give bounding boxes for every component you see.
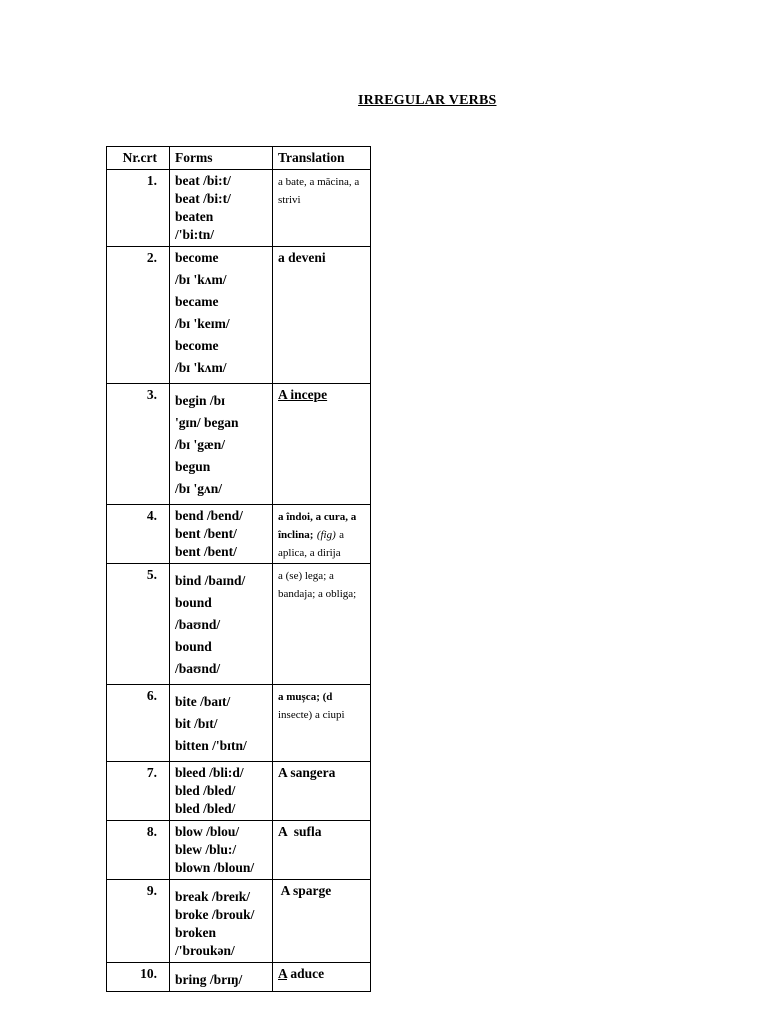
verb-form: /bɪ 'keɪm/ [175,316,230,331]
translation-text: a mușca; (d [278,691,333,703]
row-number: 9. [107,880,170,963]
verb-form: /baʊnd/ [175,661,221,676]
row-number: 7. [107,762,170,821]
verb-forms [170,505,273,564]
verb-form: blown /bloun/ [175,860,255,875]
header-nr: Nr.crt [107,147,170,170]
table-row [107,762,371,821]
row-number: 6. [107,685,170,762]
verb-form: bleed /bli:d/ [175,765,244,780]
verb-forms [170,564,273,685]
verb-form: beat /bi:t/ [175,173,231,188]
verb-form: bled /bled/ [175,801,236,816]
verb-form: /baʊnd/ [175,617,221,632]
verb-form: bit /bɪt/ [175,716,218,731]
row-number: 8. [107,821,170,880]
verb-form: break /breɪk/ [175,889,251,904]
verb-form: bound [175,639,212,654]
verb-forms [170,821,273,880]
translation-cell [273,685,371,762]
verb-form: bite /baɪt/ [175,694,231,709]
verb-form: bring /brɪŋ/ [175,972,243,987]
verb-form: /bɪ 'gʌn/ [175,481,223,496]
translation-cell [273,170,371,247]
translation-text: a bate, a măcina, a strivi [278,176,360,206]
translation-cell [273,963,371,992]
verb-form: /'broukən/ [175,943,235,958]
verb-form: broken [175,925,217,940]
verb-form: become [175,250,219,265]
translation-cell: A sufla [273,821,371,880]
verb-form: bind /baɪnd/ [175,573,246,588]
verb-forms [170,384,273,505]
table-row [107,963,371,992]
translation-cell [273,564,371,685]
translation-note: (fig) [316,529,336,541]
table-header-row [107,147,371,170]
verb-form: bitten /'bɪtn/ [175,738,247,753]
verb-forms [170,762,273,821]
translation-text: A [278,966,288,981]
verb-form: bled /bled/ [175,783,236,798]
row-number: 10. [107,963,170,992]
verb-form: became [175,294,219,309]
header-forms: Forms [170,147,273,170]
translation-cell [273,505,371,564]
table-row [107,505,371,564]
verb-form: broke /brouk/ [175,907,255,922]
verb-form: /'bi:tn/ [175,227,215,242]
verb-form: beaten [175,209,214,224]
verb-forms [170,247,273,384]
verb-form: bound [175,595,212,610]
row-number: 5. [107,564,170,685]
verb-forms [170,880,273,963]
translation-cell: a deveni [273,247,371,384]
verb-form: blew /blu:/ [175,842,237,857]
verb-form: 'gɪn/ began [175,415,239,430]
verb-form: /bɪ 'kʌm/ [175,360,227,375]
verb-forms [170,963,273,992]
verb-form: begun [175,459,211,474]
verb-form: begin /bɪ [175,393,226,408]
translation-text: a (se) lega; a bandaja; a obliga; [278,570,357,600]
verb-form: /bɪ 'gæn/ [175,437,226,452]
verb-form: bend /bend/ [175,508,243,523]
verb-forms [170,685,273,762]
translation-cell: A sparge [273,880,371,963]
table-row [107,247,371,384]
row-number: 4. [107,505,170,564]
row-number: 3. [107,384,170,505]
table-row [107,170,371,247]
table-row [107,384,371,505]
page-title: IRREGULAR VERBS [358,93,497,108]
translation-cell [273,384,371,505]
verb-form: /bɪ 'kʌm/ [175,272,227,287]
translation-text: insecte) a ciupi [278,709,345,721]
translation-text: a îndoi, a cura, a înclina; [278,511,357,541]
row-number: 1. [107,170,170,247]
translation-text: aduce [287,966,325,981]
verb-form: bent /bent/ [175,526,237,541]
translation-cell: A sangera [273,762,371,821]
verb-form: become [175,338,219,353]
table-row [107,685,371,762]
translation-text: a aplica, a dirija [278,529,345,559]
table-row [107,821,371,880]
translation-text: A incepe [278,387,328,402]
table-row [107,564,371,685]
table-row [107,880,371,963]
verb-form: bent /bent/ [175,544,237,559]
irregular-verbs-table [106,146,371,992]
verb-form: beat /bi:t/ [175,191,231,206]
row-number: 2. [107,247,170,384]
verb-forms [170,170,273,247]
verb-form: blow /blou/ [175,824,240,839]
header-translation: Translation [273,147,371,170]
